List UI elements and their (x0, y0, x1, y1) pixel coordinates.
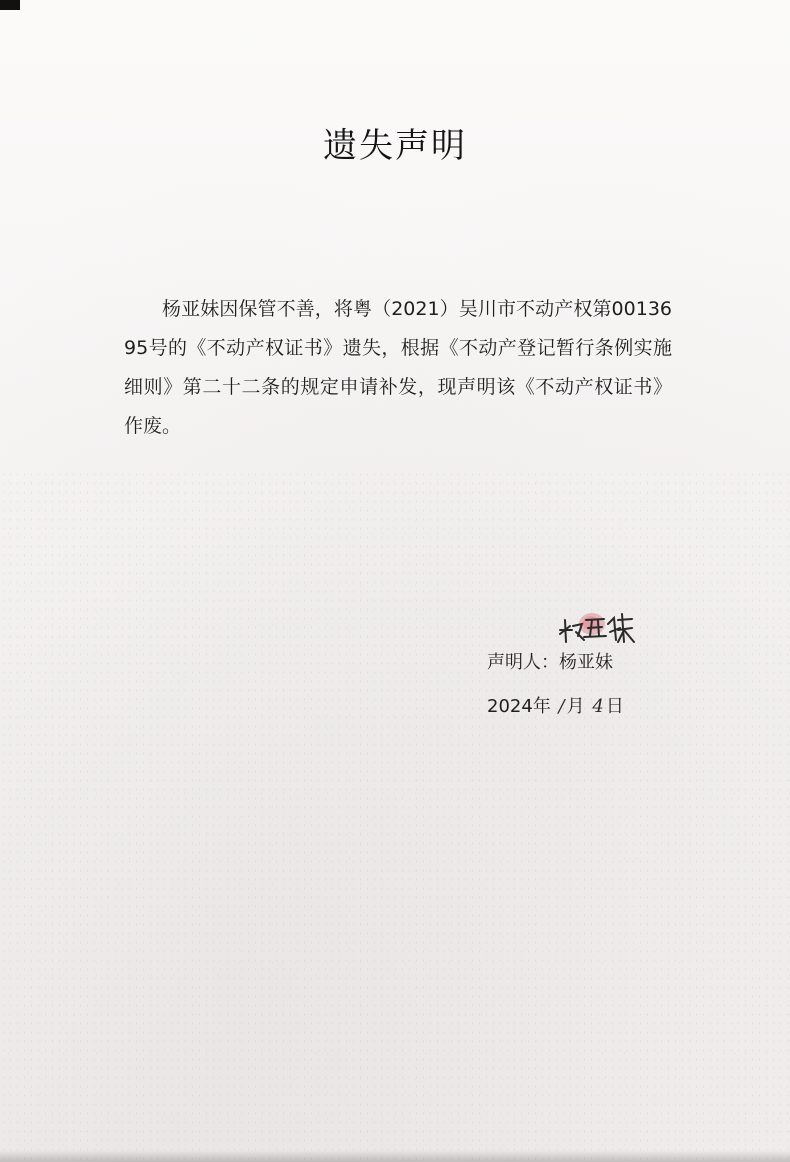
paper-noise (0, 470, 790, 1162)
handwritten-signature (556, 606, 636, 646)
date-day-unit: 日 (605, 696, 624, 717)
page-title: 遗失声明 (323, 126, 467, 166)
scan-corner-mark (0, 0, 20, 10)
date-year-unit: 年 (532, 696, 551, 717)
date-day: 4 (592, 696, 604, 717)
statement-date (487, 692, 624, 718)
date-year: 2024 (487, 696, 533, 717)
date-month: / (558, 696, 565, 717)
statement-body: 杨亚妹因保管不善，将粤（2021）吴川市不动产权第0013695号的《不动产权证书》遗失，根据《不动产登记暂行条例实施细则》第二十二条的规定申请补发，现声明该《不动产权证书》作废。 (124, 298, 672, 437)
date-month-unit: 月 (566, 696, 585, 717)
declarant-line: 声明人：杨亚妹 (487, 652, 613, 673)
scan-bottom-edge (0, 1150, 790, 1162)
